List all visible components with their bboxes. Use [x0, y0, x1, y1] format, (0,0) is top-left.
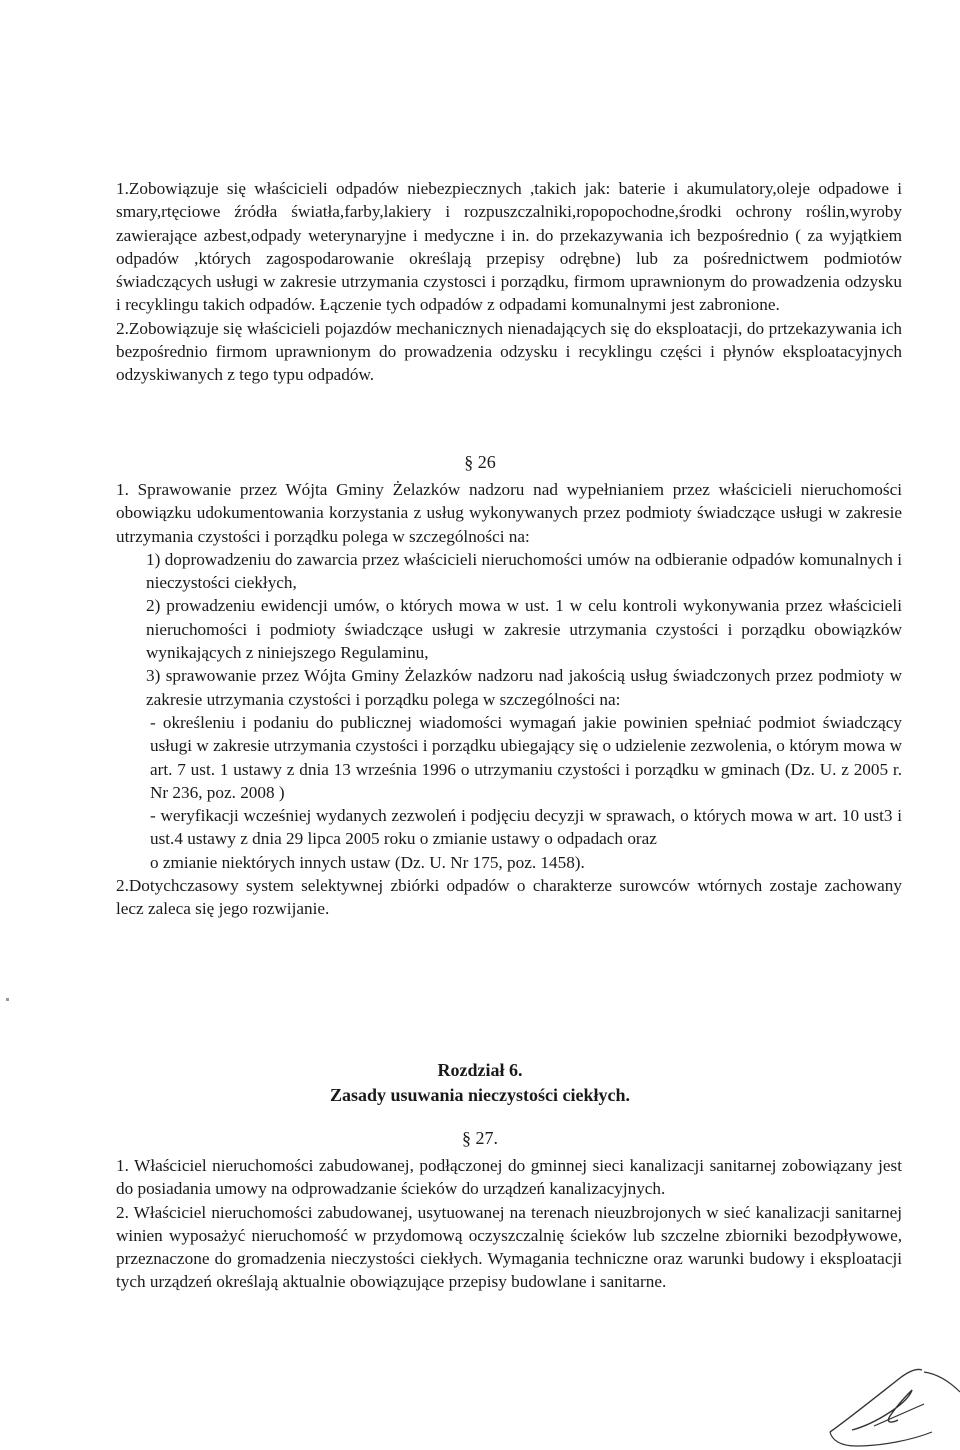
section-27-number: § 27.: [462, 1128, 498, 1148]
paragraph-selective-collection: 2.Dotychczasowy system selektywnej zbiórki odpadów o charakterze surowców wtórnych zostaje zachowany lecz zaleca się jego rozwijanie.: [116, 876, 902, 919]
dash-item-requirements: - określeniu i podaniu do publicznej wiadomości wymagań jakie powinien spełniać podmiot świadczący usługi w zakresie utrzymania czystości i porządku ubiegający się o udzielenie zezwolenia, o którym mowa w art. 7 ust. 1 ustawy z dnia 13 września 1996 o utrzymaniu czystości i porządku w gminach (Dz. U. z 2005 r. Nr 236, poz. 2008 ): [150, 712, 902, 802]
paragraph-sewer-connected: 1. Właściciel nieruchomości zabudowanej, podłączonej do gminnej sieci kanalizacji sanitarnej zobowiązany jest do posiadania umowy na odprowadzanie ścieków do urządzeń kanalizacyjnych.: [116, 1156, 902, 1199]
list-item-registry: 2) prowadzeniu ewidencji umów, o których mowa w ust. 1 w celu kontroli wykonywania przez właścicieli nieruchomości i podmioty świadczące usługi w zakresie utrzymania czystości i porządku obowiązków wynikających z niniejszego Regulaminu,: [146, 596, 902, 663]
dash-item-verification-cont: o zmianie niektórych innych ustaw (Dz. U. Nr 175, poz. 1458).: [150, 852, 585, 872]
paragraph-supervision: 1. Sprawowanie przez Wójta Gminy Żelazków nadzoru nad wypełnianiem przez właścicieli nieruchomości obowiązku udokumentowania korzystania z usług wykonywanych przez podmioty świadczące usługi w zakresie utrzymania czystości i porządku polega w szczególności na:: [116, 480, 902, 546]
section-25-body: [116, 177, 902, 387]
section-26-number: § 26: [464, 452, 496, 472]
list-item-quality: 3) sprawowanie przez Wójta Gminy Żelazków nadzoru nad jakością usług świadczonych przez podmioty w zakresie utrzymania czystości i porządku polega w szczególności na:: [146, 666, 902, 709]
signature-mark: [812, 1360, 960, 1450]
paragraph-unsewered: 2. Właściciel nieruchomości zabudowanej, usytuowanej na terenach nieuzbrojonych w sieć kanalizacji sanitarnej winien wyposażyć nieruchomość w przydomową oczyszczalnię ścieków lub szczelne zbiorniki bezodpływowe, przeznaczone do gromadzenia nieczystości ciekłych. Wymagania techniczne oraz warunki budowy i eksploatacji tych urządzeń określają aktualnie obowiązujące przepisy budowlane i sanitarne.: [116, 1202, 902, 1292]
paragraph-vehicles: 2.Zobowiązuje się właścicieli pojazdów mechanicznych nienadających się do eksploatacji, do prtzekazywania ich bezpośrednio firmom uprawnionym do prowadzenia odzysku i recyklingu części i płynów eksploatacyjnych odzyskiwanych z tego typu odpadów.: [116, 318, 902, 385]
section-27-body: [116, 1154, 902, 1294]
chapter-label: Rozdział 6.: [437, 1060, 523, 1080]
dash-item-verification: - weryfikacji wcześniej wydanych zezwoleń i podjęciu decyzji w sprawach, o których mowa w art. 10 ust3 i ust.4 ustawy z dnia 29 lipca 2005 roku o zmianie ustawy o odpadach oraz: [150, 806, 902, 849]
section-26-body: [116, 478, 902, 921]
paragraph-hazardous-waste: 1.Zobowiązuje się właścicieli odpadów niebezpiecznych ,takich jak: baterie i akumulatory,oleje odpadowe i smary,rtęciowe źródła światła,farby,lakiery i rozpuszczalniki,ropopochodne,środki ochrony roślin,wyroby zawierające azbest,odpady weterynaryjne i medyczne i in. do przekazywania ich bezpośrednio ( za wyjątkiem odpadów ,których zagospodarowanie określają przepisy odrębne) lub za pośrednictwem podmiotów świadczących usługi w zakresie utrzymania czystosci i porządku, firmom uprawnionym do prowadzenia odzysku i recyklingu takich odpadów. Łączenie tych odpadów z odpadami komunalnymi jest zabronione.: [116, 179, 902, 315]
chapter-title: Zasady usuwania nieczystości ciekłych.: [329, 1085, 631, 1105]
margin-mark: [6, 998, 9, 1001]
list-item-contracts: 1) doprowadzeniu do zawarcia przez właścicieli nieruchomości umów na odbieranie odpadów komunalnych i nieczystości ciekłych,: [146, 549, 902, 593]
